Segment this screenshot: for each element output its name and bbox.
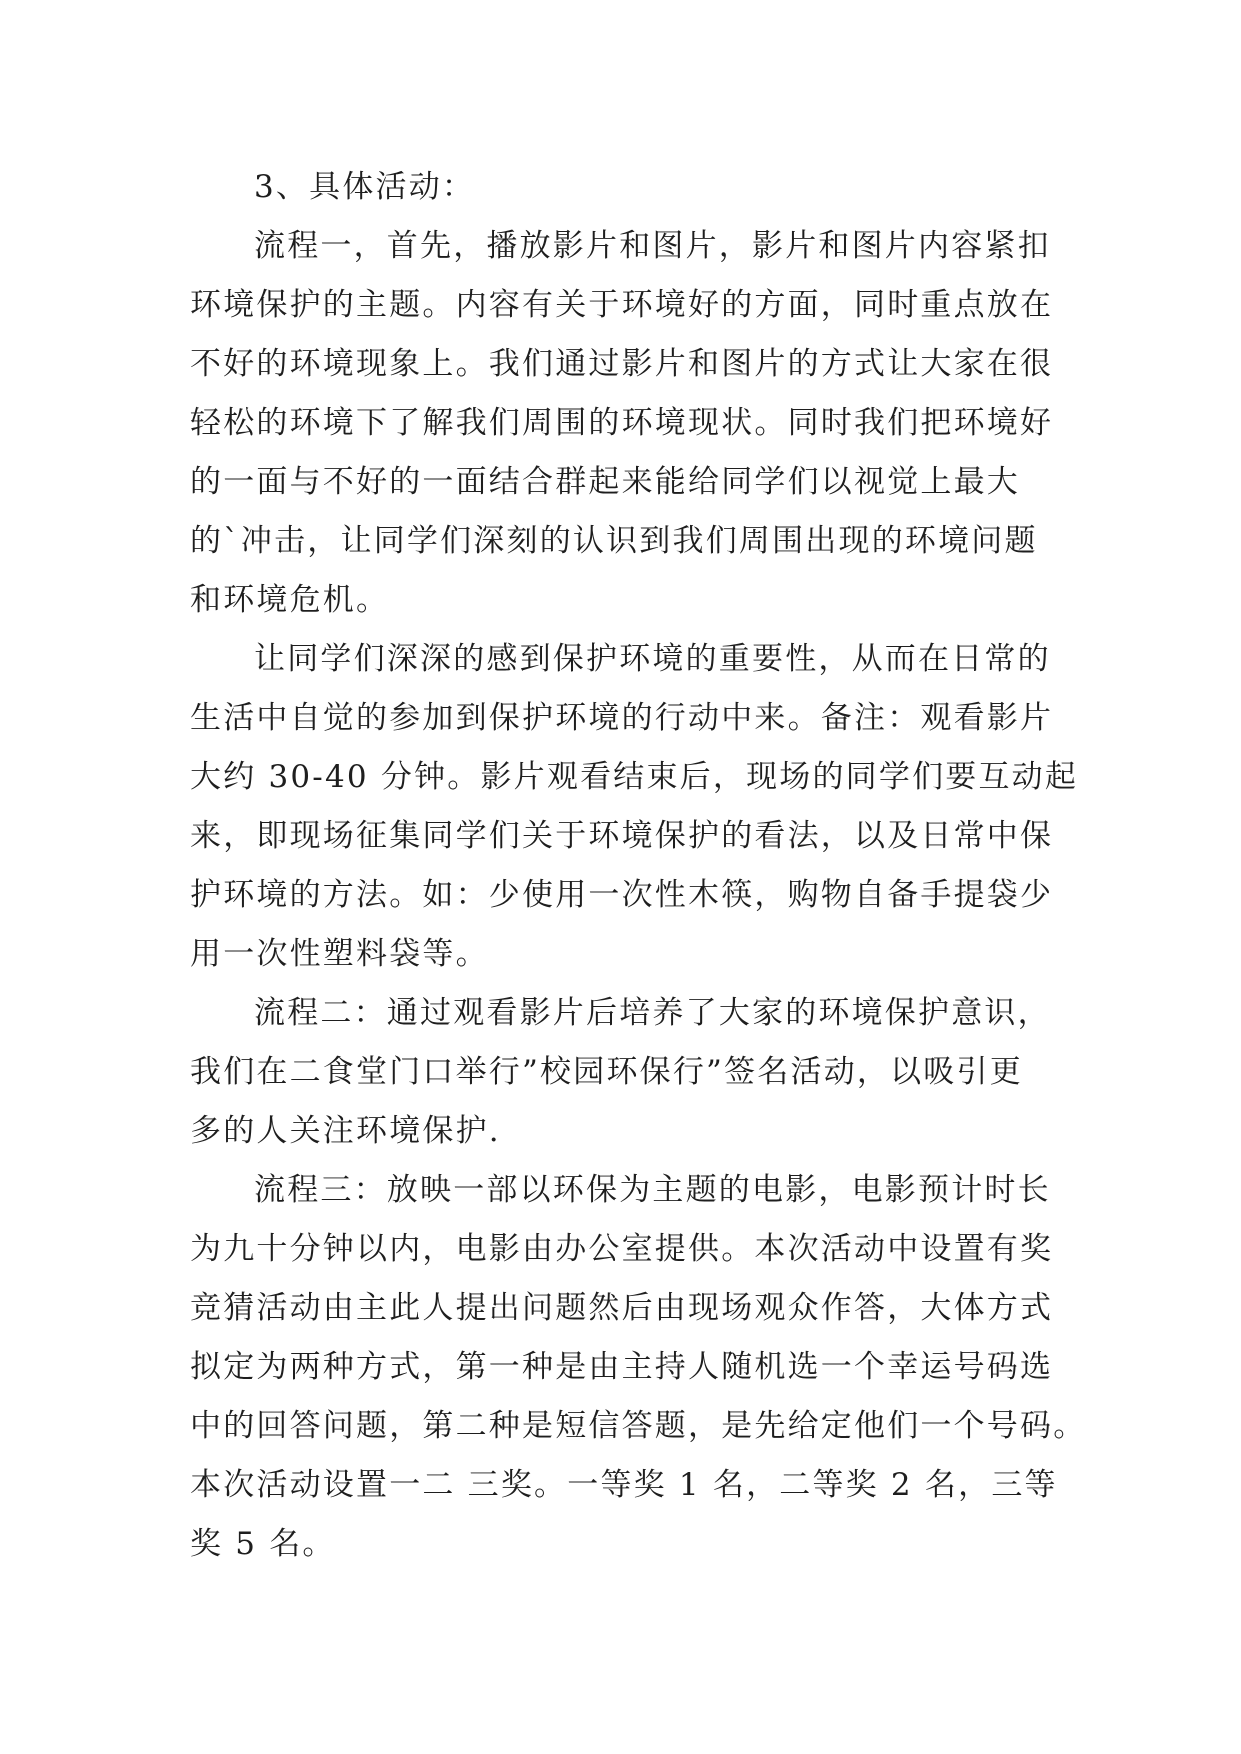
text-line: 大约 30-40 分钟。影片观看结束后，现场的同学们要互动起 <box>190 759 1079 795</box>
text-line: 3、具体活动： <box>254 169 476 205</box>
text-line: 护环境的方法。如：少使用一次性木筷，购物自备手提袋少 <box>190 877 1054 913</box>
text-line: 让同学们深深的感到保护环境的重要性，从而在日常的 <box>254 641 1051 677</box>
text-line: 和环境危机。 <box>190 582 390 618</box>
text-line: 本次活动设置一二 三奖。一等奖 1 名，二等奖 2 名，三等 <box>190 1467 1058 1503</box>
text-line: 来，即现场征集同学们关于环境保护的看法，以及日常中保 <box>190 818 1054 854</box>
text-line: 多的人关注环境保护. <box>190 1113 501 1149</box>
text-line: 不好的环境现象上。我们通过影片和图片的方式让大家在很 <box>190 346 1054 382</box>
text-line: 生活中自觉的参加到保护环境的行动中来。备注：观看影片 <box>190 700 1054 736</box>
text-line: 用一次性塑料袋等。 <box>190 936 489 972</box>
text-line: 环境保护的主题。内容有关于环境好的方面，同时重点放在 <box>190 287 1054 323</box>
text-line: 流程二：通过观看影片后培养了大家的环境保护意识， <box>254 995 1051 1031</box>
text-line: 轻松的环境下了解我们周围的环境现状。同时我们把环境好 <box>190 405 1054 441</box>
text-line: 流程三：放映一部以环保为主题的电影，电影预计时长 <box>254 1172 1051 1208</box>
text-line: 拟定为两种方式，第一种是由主持人随机选一个幸运号码选 <box>190 1349 1054 1385</box>
text-line: 我们在二食堂门口举行”校园环保行”签名活动，以吸引更 <box>190 1054 1023 1090</box>
text-line: 中的回答问题，第二种是短信答题，是先给定他们一个号码。 <box>190 1408 1087 1444</box>
document-body <box>190 158 1087 1574</box>
text-line: 流程一，首先，播放影片和图片，影片和图片内容紧扣 <box>254 228 1051 264</box>
text-line: 的一面与不好的一面结合群起来能给同学们以视觉上最大 <box>190 464 1020 500</box>
text-line: 奖 5 名。 <box>190 1526 336 1562</box>
text-line: 的`冲击，让同学们深刻的认识到我们周围出现的环境问题 <box>190 523 1038 559</box>
text-line: 为九十分钟以内，电影由办公室提供。本次活动中设置有奖 <box>190 1231 1054 1267</box>
text-line: 竞猜活动由主此人提出问题然后由现场观众作答，大体方式 <box>190 1290 1054 1326</box>
